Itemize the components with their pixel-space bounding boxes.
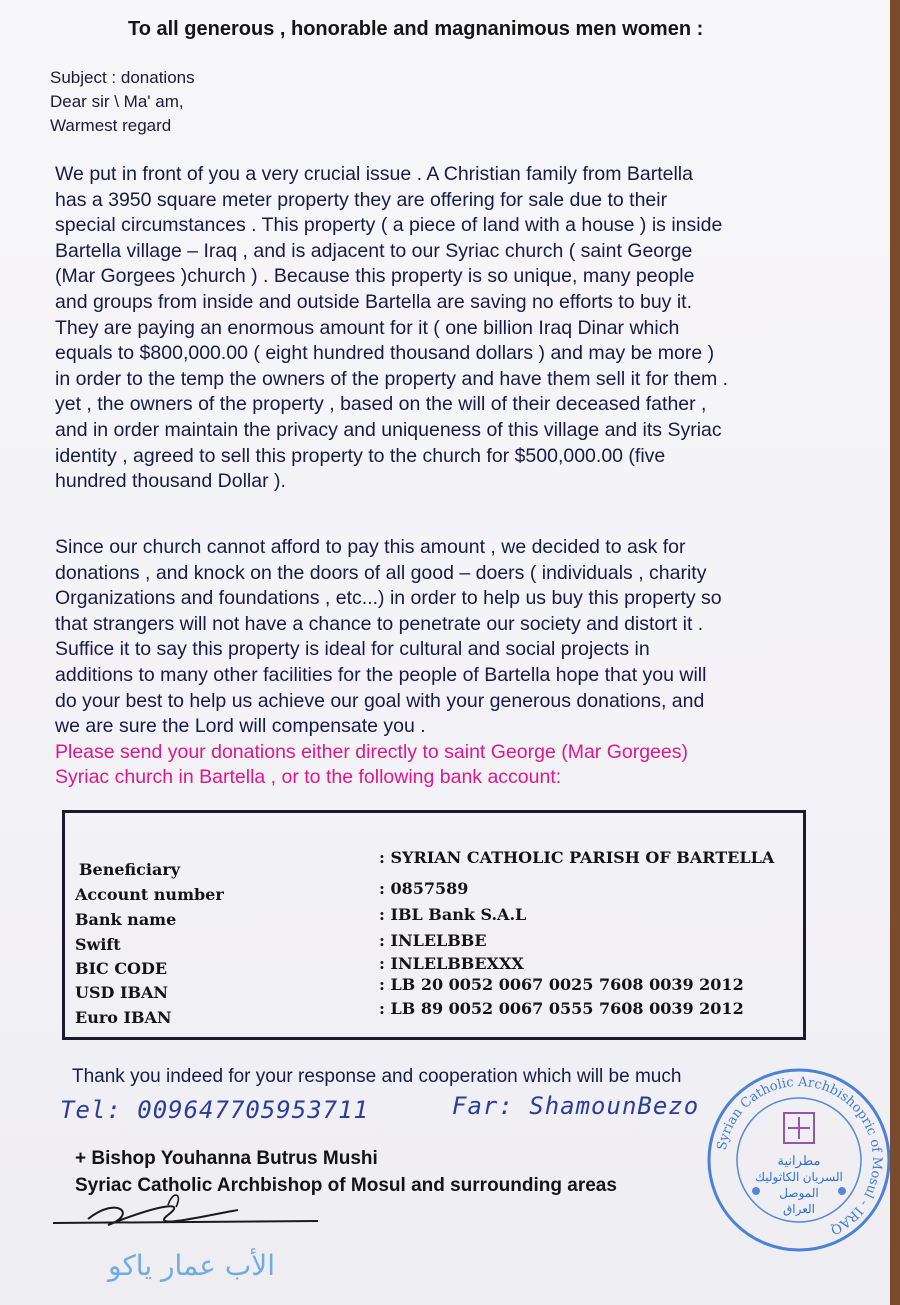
- bank-label: Beneficiary: [79, 860, 181, 879]
- paragraph-line: that strangers will not have a chance to penetrate our society and distort it .: [55, 612, 704, 635]
- signer-title: Syriac Catholic Archbishop of Mosul and surrounding areas: [75, 1175, 617, 1196]
- paragraph-line: we are sure the Lord will compensate you .: [55, 715, 426, 738]
- seal-arabic-line: مطرانية: [777, 1153, 821, 1168]
- bank-label: Bank name: [75, 910, 177, 929]
- paragraph-line: (Mar Gorgees )church ) . Because this property is so unique, many people: [55, 265, 695, 288]
- arabic-stamp-text: الأب عمار ياكو: [108, 1249, 275, 1282]
- seal-flower-icon: [838, 1187, 846, 1195]
- salutation: Dear sir \ Ma' am,: [50, 92, 184, 111]
- paragraph-line: Since our church cannot afford to pay this amount , we decided to ask for: [55, 536, 686, 558]
- paragraph-line: do your best to help us achieve our goal with your generous donations, and: [55, 689, 705, 712]
- handwritten-phone: Tel: 009647705953711: [60, 1096, 369, 1124]
- paragraph-line: identity , agreed to sell this property to the church for $500,000.00 (five: [55, 444, 666, 467]
- paragraph-request: [55, 535, 855, 791]
- archbishopric-seal: [704, 1065, 894, 1255]
- paragraph-line: additions to many other facilities for the people of Bartella hope that you will: [55, 663, 707, 686]
- paragraph-line: and in order maintain the privacy and uniqueness of this village and its Syriac: [55, 418, 722, 441]
- handwritten-name: Far: ShamounBezo: [452, 1092, 700, 1120]
- bank-value: : LB 20 0052 0067 0025 7608 0039 2012: [379, 975, 744, 994]
- paragraph-line: hundred thousand Dollar ).: [55, 470, 286, 493]
- bank-value: : INLELBBEXXX: [379, 954, 524, 973]
- subject-line: Subject : donations: [50, 68, 195, 87]
- page-edge: [890, 0, 900, 1305]
- highlight-line: Syriac church in Bartella , or to the following bank account:: [55, 766, 562, 789]
- paragraph-line: in order to the temp the owners of the property and have them sell it for them .: [55, 367, 729, 390]
- paragraph-line: yet , the owners of the property , based on the will of their deceased father ,: [55, 393, 707, 416]
- cross-icon: [784, 1113, 814, 1143]
- bank-label: BIC CODE: [75, 959, 168, 978]
- seal-ring-text: Syrian Catholic Archbishopric of Mosul - IRAQ: [714, 1074, 885, 1238]
- highlight-line: Please send your donations either directly to saint George (Mar Gorgees): [55, 740, 688, 763]
- seal-arabic-line: العراق: [782, 1202, 816, 1216]
- seal-arabic-line: الموصل: [779, 1186, 819, 1200]
- paragraph-line: and groups from inside and outside Bartella are saving no efforts to buy it.: [55, 290, 693, 313]
- bank-row-euro-iban: [65, 999, 803, 1033]
- bank-value: : 0857589: [379, 879, 469, 898]
- paragraph-line: has a 3950 square meter property they are offering for sale due to their: [55, 188, 668, 211]
- paragraph-line: donations , and knock on the doors of all good – doers ( individuals , charity: [55, 561, 707, 584]
- bank-label: Account number: [75, 885, 224, 904]
- paragraph-line: Organizations and foundations , etc...) in order to help us buy this property so: [55, 587, 722, 610]
- seal-flower-icon: [752, 1187, 760, 1195]
- bank-details-box: [62, 810, 806, 1040]
- bank-value: : INLELBBE: [379, 931, 487, 950]
- bank-label: USD IBAN: [75, 983, 168, 1002]
- signature-scribble: [48, 1185, 328, 1285]
- paragraph-property: [55, 162, 855, 495]
- bank-value: : LB 89 0052 0067 0555 7608 0039 2012: [379, 999, 744, 1018]
- bank-label: Euro IBAN: [75, 1008, 172, 1027]
- paragraph-line: Suffice it to say this property is ideal for cultural and social projects in: [55, 638, 650, 661]
- paragraph-line: special circumstances . This property ( a piece of land with a house ) is inside: [55, 214, 723, 237]
- signer-name: + Bishop Youhanna Butrus Mushi: [75, 1148, 378, 1169]
- letter-title: To all generous , honorable and magnanimous men women :: [128, 18, 704, 40]
- greeting: Warmest regard: [50, 116, 172, 135]
- paragraph-line: Bartella village – Iraq , and is adjacent to our Syriac church ( saint George: [55, 239, 693, 262]
- bank-label: Swift: [75, 935, 121, 954]
- seal-arabic-line: السريان الكاثوليك: [755, 1170, 843, 1184]
- paragraph-line: equals to $800,000.00 ( eight hundred thousand dollars ) and may be more ): [55, 342, 715, 365]
- paragraph-line: They are paying an enormous amount for it ( one billion Iraq Dinar which: [55, 316, 680, 339]
- bank-value: : IBL Bank S.A.L: [379, 905, 527, 924]
- bank-value: : SYRIAN CATHOLIC PARISH OF BARTELLA: [379, 848, 775, 867]
- thanks-line: Thank you indeed for your response and cooperation which will be much: [72, 1066, 682, 1087]
- paragraph-line: We put in front of you a very crucial issue . A Christian family from Bartella: [55, 163, 693, 185]
